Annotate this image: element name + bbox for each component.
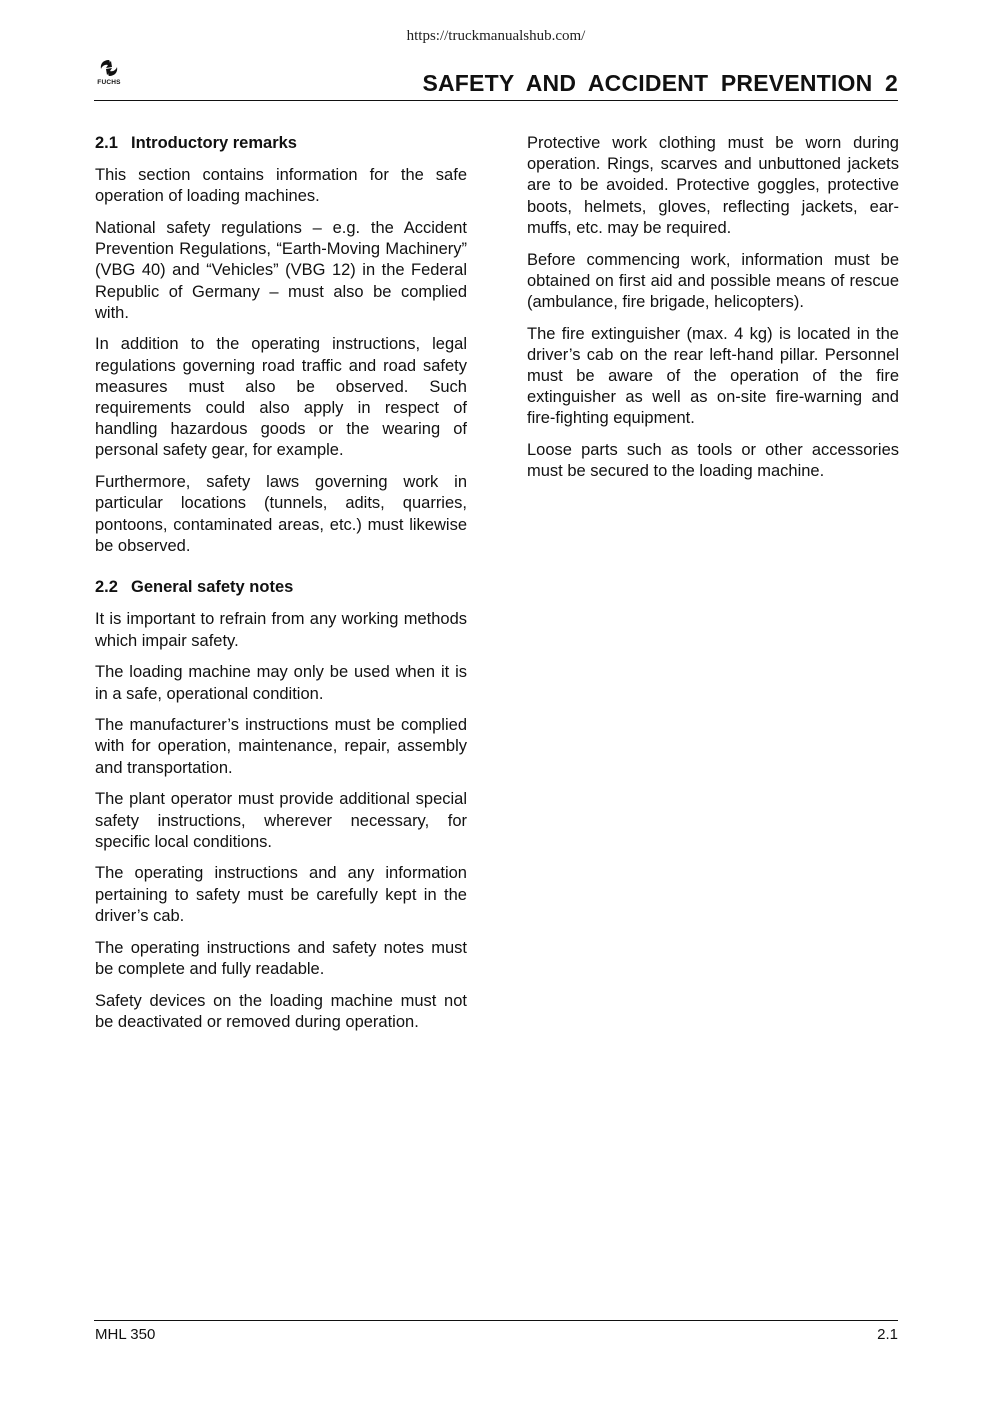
paragraph: The loading machine may only be used when it is in a safe, operational condition. (95, 663, 467, 703)
header-rule (94, 100, 898, 101)
paragraph: The manufacturer’s instructions must be complied with for operation, maintenance, repair, assembly and transportation. (95, 716, 467, 777)
section-title: Introductory remarks (131, 134, 297, 152)
right-column (527, 133, 899, 493)
paragraph: Protective work clothing must be worn during operation. Rings, scarves and unbuttoned jackets are to be avoided. Protective goggles, protective boots, helmets, gloves, reflecting jackets, ear-muffs, etc. may be required. (527, 134, 899, 237)
paragraph: It is important to refrain from any working methods which impair safety. (95, 610, 467, 650)
left-column (95, 133, 467, 1043)
paragraph: National safety regulations – e.g. the Accident Prevention Regulations, “Earth-Moving Machinery” (VBG 40) and “Vehicles” (VBG 12) in the Federal Republic of Germany – must also be complied with. (95, 218, 467, 322)
paragraph: The operating instructions and any information pertaining to safety must be carefully kept in the driver’s cab. (95, 864, 467, 925)
footer-page-number: 2.1 (877, 1326, 898, 1343)
section-title: General safety notes (131, 578, 294, 597)
section-number: 2.2 (95, 578, 118, 597)
paragraph: Before commencing work, information must be obtained on first aid and possible means of rescue (ambulance, fire brigade, helicopters). (527, 250, 899, 311)
fuchs-logo-icon (98, 58, 120, 78)
paragraph: Loose parts such as tools or other accessories must be secured to the loading machine. (527, 441, 899, 481)
footer-rule (94, 1320, 898, 1321)
fuchs-logo (94, 58, 124, 86)
paragraph: This section contains information for the safe operation of loading machines. (95, 166, 467, 206)
section-heading-2-2 (95, 577, 467, 598)
logo-text: FUCHS (97, 79, 121, 86)
section-number: 2.1 (95, 134, 118, 152)
paragraph: In addition to the operating instructions, legal regulations governing road traffic and road safety measures must also be observed. Such requirements could also apply in respect of handling hazardous goods or the wearing of personal safety gear, for example. (95, 335, 467, 460)
section-heading-2-1 (95, 133, 467, 154)
page-title: SAFETY AND ACCIDENT PREVENTION 2 (422, 70, 898, 96)
paragraph: Furthermore, safety laws governing work in particular locations (tunnels, adits, quarries, pontoons, contaminated areas, etc.) must likewise be observed. (95, 473, 467, 555)
paragraph: Safety devices on the loading machine must not be deactivated or removed during operation. (95, 991, 467, 1031)
paragraph: The operating instructions and safety notes must be complete and fully readable. (95, 938, 467, 978)
paragraph: The plant operator must provide additional special safety instructions, wherever necessary, for specific local conditions. (95, 790, 467, 851)
source-url: https://truckmanualshub.com/ (406, 28, 586, 44)
paragraph: The fire extinguisher (max. 4 kg) is located in the driver’s cab on the rear left-hand pillar. Personnel must be aware of the operation of the fire extinguisher as well as on-site fire-warning and fire-fighting equipment. (527, 324, 899, 428)
footer-model: MHL 350 (95, 1326, 156, 1343)
